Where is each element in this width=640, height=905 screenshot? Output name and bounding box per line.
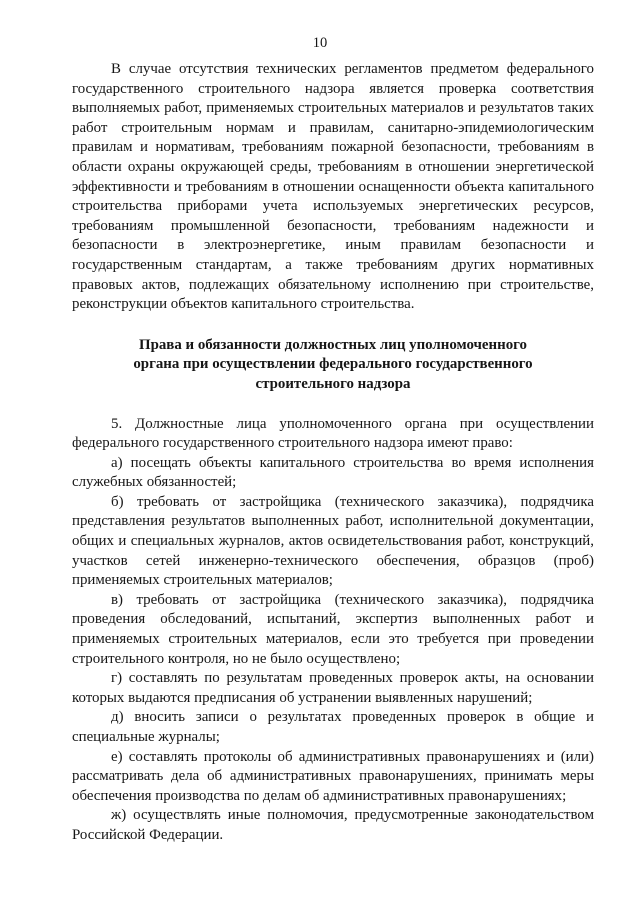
list-item-zh: ж) осуществлять иные полномочия, предусмотренные законодательством Российской Федерации. [72, 807, 594, 843]
list-item-e: е) составлять протоколы об административных правонарушениях и (или) рассматривать дела об административных правонарушениях, принимать меры обеспечения производства по делам об административных правонарушениях; [72, 748, 594, 804]
document-body [72, 60, 594, 846]
list-item-a: а) посещать объекты капитального строительства во время исполнения служебных обязанностей; [72, 454, 594, 491]
list-item-v: в) требовать от застройщика (технического заказчика), подрядчика проведения обследований, испытаний, экспертиз выполненных работ и применяемых строительных материалов, если это требуется при проведении строительного контроля, но не было осуществлено; [72, 591, 594, 667]
section-heading [72, 336, 594, 395]
page-number: 10 [312, 35, 328, 51]
intro-paragraph: В случае отсутствия технических регламентов предметом федерального государственного строительного надзора является проверка соответствия выполняемых работ, применяемых строительных материалов и результатов таких работ строительным нормам и правилам, санитарно-эпидемиологическим правилам и нормативам, требованиям пожарной безопасности, требованиям в области охраны окружающей среды, требованиям в отношении энергетической эффективности и требованиям в отношении оснащенности объекта капитального строительства приборами учета используемых энергетических ресурсов, требованиям промышленной безопасности, требованиям надежности и безопасности в электроэнергетике, иным правилам безопасности и государственным стандартам, а также требованиям других нормативных правовых актов, подлежащих обязательному исполнению при строительстве, реконструкции объектов капитального строительства. [72, 61, 594, 313]
section-heading-line-2: органа при осуществлении федерального государственного [133, 356, 533, 373]
list-item-b: б) требовать от застройщика (технического заказчика), подрядчика представления результатов выполненных работ, исполнительной документации, общих и специальных журналов, актов освидетельствования работ, конструкций, участков сетей инженерно-технического обеспечения, образцов (проб) применяемых строительных материалов; [72, 493, 594, 589]
section-heading-line-3: строительного надзора [255, 375, 411, 392]
list-item-d: д) вносить записи о результатах проведенных проверок в общие и специальные журналы; [72, 709, 594, 745]
clause-5-paragraph: 5. Должностные лица уполномоченного органа при осуществлении федерального государственного строительного надзора имеют право: [72, 415, 594, 452]
section-heading-line-1: Права и обязанности должностных лиц уполномоченного [139, 336, 527, 353]
list-item-g: г) составлять по результатам проведенных проверок акты, на основании которых выдаются предписания об устранении выявленных нарушений; [72, 670, 594, 706]
